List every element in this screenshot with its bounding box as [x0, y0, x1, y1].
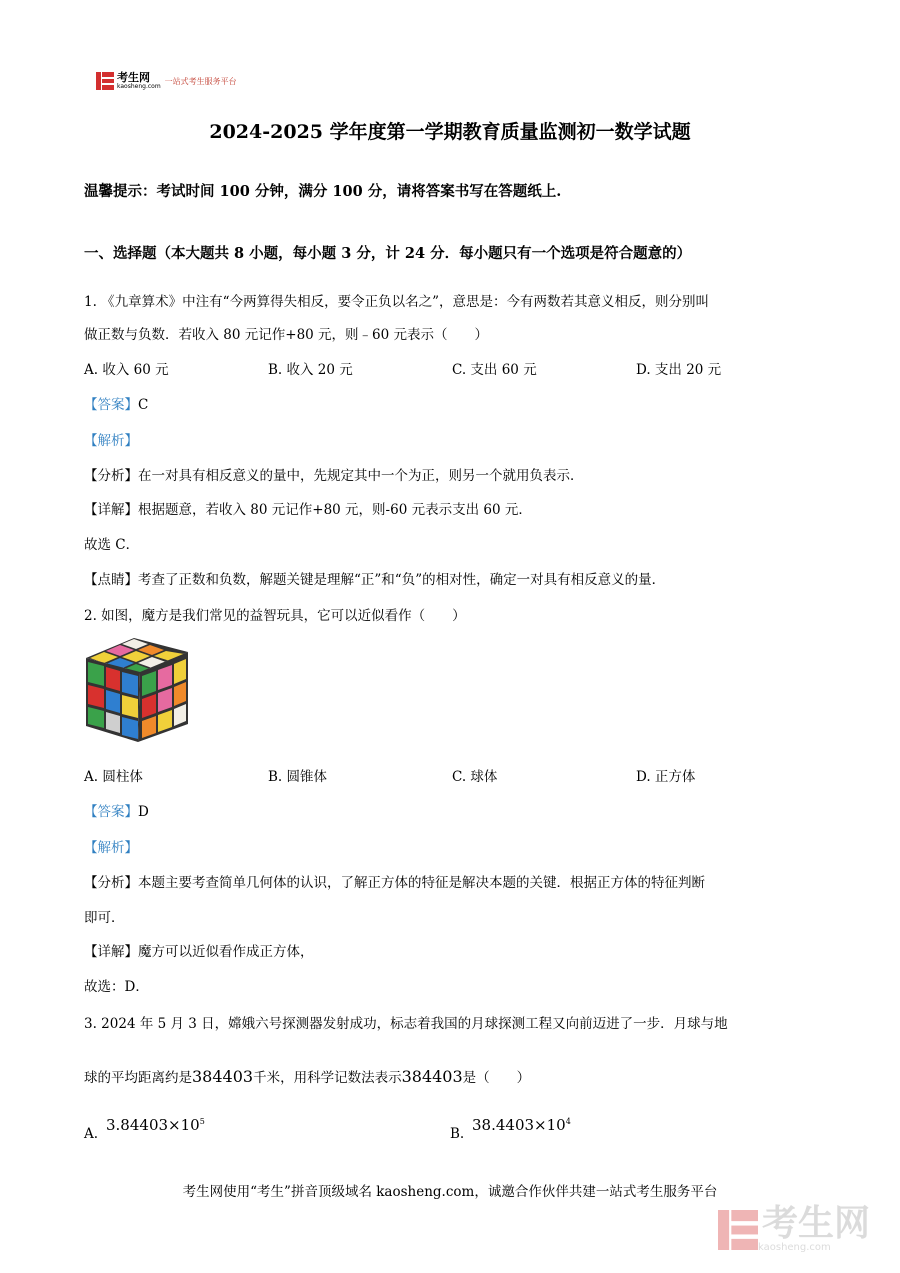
- q1-line2: 做正数与负数．若收入 80 元记作+80 元，则﹣60 元表示（ ）: [84, 327, 489, 343]
- logo-name: 考生网: [117, 71, 150, 84]
- q2-fenxi-line1: 【分析】本题主要考查简单几何体的认识，了解正方体的特征是解决本题的关键．根据正方体的特征判断: [84, 875, 705, 891]
- q1-xiangjie: 【详解】根据题意，若收入 80 元记作+80 元，则-60 元表示支出 60 元．: [84, 502, 532, 518]
- q1-option-d: D. 支出 20 元: [636, 362, 722, 378]
- q2-guxuan: 故选：D．: [84, 979, 149, 995]
- q3-line2-part3: 是（ ）: [462, 1070, 531, 1086]
- watermark-logo-icon: [718, 1210, 758, 1250]
- q2-option-d: D. 正方体: [636, 769, 696, 785]
- q2-option-c: C. 球体: [452, 769, 498, 785]
- q3-option-b-exp: 4: [565, 1117, 571, 1126]
- answer-tag: 【答案】: [84, 804, 138, 820]
- q3-option-b-label: B.: [450, 1126, 465, 1142]
- notice: 温馨提示：考试时间 100 分钟，满分 100 分，请将答案书写在答题纸上.: [84, 183, 562, 200]
- q2-xiangjie: 【详解】魔方可以近似看作成正方体，: [84, 944, 314, 960]
- rubiks-cube-image: [84, 636, 190, 748]
- watermark-text: 考生网: [762, 1203, 871, 1244]
- q3-line2-part2: 千米，用科学记数法表示: [253, 1070, 402, 1086]
- q1-option-b: B. 收入 20 元: [268, 362, 353, 378]
- q3-line2: [84, 1066, 530, 1086]
- q2-analysis-tag: 【解析】: [84, 840, 138, 856]
- q3-option-a-base: 3.84403×10: [106, 1116, 200, 1134]
- q1-dianjing: 【点睛】考查了正数和负数，解题关键是理解“正”和“负”的相对性，确定一对具有相反意义的量．: [84, 572, 666, 588]
- q3-option-b-value: [472, 1116, 571, 1134]
- q2-option-b: B. 圆锥体: [268, 769, 328, 785]
- watermark-domain: kaosheng.com: [758, 1242, 831, 1253]
- q3-number-1: 384403: [192, 1067, 254, 1086]
- section-heading: 一、选择题（本大题共 8 小题，每小题 3 分，计 24 分．每小题只有一个选项是符合题意的）: [84, 245, 692, 262]
- q1-option-c: C. 支出 60 元: [452, 362, 537, 378]
- q3-option-a-value: [106, 1116, 205, 1134]
- answer-tag: 【答案】: [84, 397, 138, 413]
- q1-line1: 1. 《九章算术》中注有“今两算得失相反，要令正负以名之”，意思是：今有两数若其意义相反，则分别叫: [84, 294, 709, 310]
- q3-option-b-base: 38.4403×10: [472, 1116, 566, 1134]
- page-title: 2024-2025 学年度第一学期教育质量监测初一数学试题: [209, 121, 691, 143]
- q2-answer: [84, 800, 149, 820]
- watermark: [718, 1203, 871, 1253]
- footer-text: 考生网使用“考生”拼音顶级域名 kaosheng.com，诚邀合作伙伴共建一站式考生服务平台: [182, 1184, 718, 1200]
- q3-option-a-label: A.: [84, 1126, 99, 1142]
- logo-slogan: 一站式考生服务平台: [164, 76, 237, 86]
- answer-value: D: [138, 804, 149, 820]
- answer-value: C: [138, 397, 149, 413]
- q3-line1: 3. 2024 年 5 月 3 日，嫦娥六号探测器发射成功，标志着我国的月球探测工程又向前迈进了一步．月球与地: [84, 1016, 728, 1032]
- kaosheng-logo-icon: [96, 72, 114, 90]
- logo-domain: kaosheng.com: [117, 83, 161, 90]
- q3-option-a-exp: 5: [199, 1117, 205, 1126]
- q2-fenxi-line2: 即可．: [84, 910, 125, 926]
- q1-analysis-tag: 【解析】: [84, 433, 138, 449]
- q2-line1: 2. 如图，魔方是我们常见的益智玩具，它可以近似看作（ ）: [84, 608, 466, 624]
- q1-fenxi: 【分析】在一对具有相反意义的量中，先规定其中一个为正，则另一个就用负表示．: [84, 468, 584, 484]
- q3-number-2: 384403: [401, 1067, 463, 1086]
- q3-line2-part1: 球的平均距离约是: [84, 1070, 192, 1086]
- q2-option-a: A. 圆柱体: [84, 769, 143, 785]
- q1-answer: [84, 393, 148, 413]
- q1-option-a: A. 收入 60 元: [84, 362, 169, 378]
- q1-guxuan: 故选 C．: [84, 537, 140, 553]
- header-logo: [96, 72, 237, 90]
